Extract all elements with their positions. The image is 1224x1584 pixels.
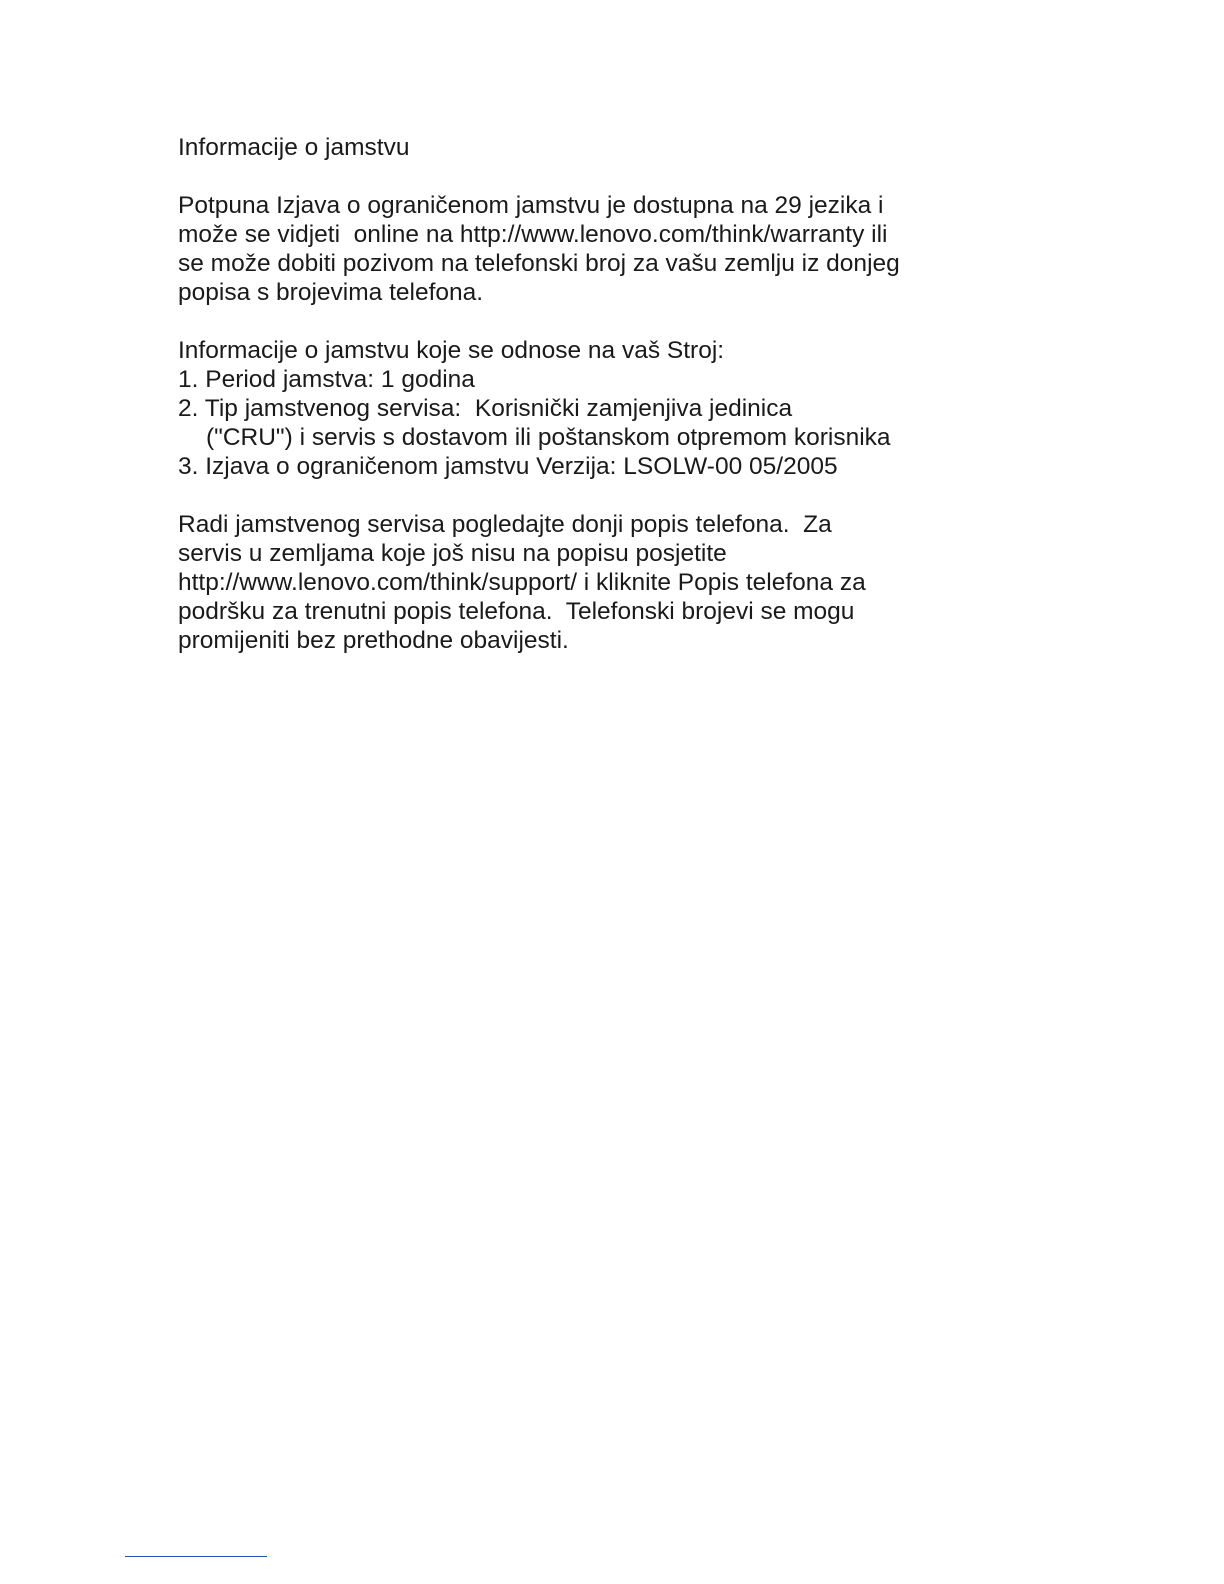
list-item-continuation: ("CRU") i servis s dostavom ili poštanskom otpremom korisnika bbox=[206, 424, 891, 451]
support-line: Radi jamstvenog servisa pogledajte donji popis telefona. Za bbox=[178, 511, 832, 538]
intro-line: popisa s brojevima telefona. bbox=[178, 279, 484, 306]
support-line: http://www.lenovo.com/think/support/ i kliknite Popis telefona za bbox=[178, 569, 866, 596]
paragraph-spacer bbox=[178, 307, 978, 336]
list-item: 2. Tip jamstvenog servisa: Korisnički zamjenjiva jedinica bbox=[178, 395, 793, 422]
support-line: promijeniti bez prethodne obavijesti. bbox=[178, 627, 569, 654]
support-line: podršku za trenutni popis telefona. Telefonski brojevi se mogu bbox=[178, 598, 855, 625]
paragraph-spacer bbox=[178, 162, 978, 191]
list-item: 1. Period jamstva: 1 godina bbox=[178, 366, 475, 393]
warranty-info-list bbox=[178, 336, 978, 481]
document-body bbox=[178, 133, 978, 655]
list-intro: Informacije o jamstvu koje se odnose na vaš Stroj: bbox=[178, 337, 725, 364]
paragraph-spacer bbox=[178, 481, 978, 510]
intro-line: se može dobiti pozivom na telefonski broj za vašu zemlju iz donjeg bbox=[178, 250, 900, 277]
support-paragraph bbox=[178, 510, 978, 655]
support-line: servis u zemljama koje još nisu na popisu posjetite bbox=[178, 540, 727, 567]
list-item: 3. Izjava o ograničenom jamstvu Verzija: LSOLW-00 05/2005 bbox=[178, 453, 838, 480]
intro-line: Potpuna Izjava o ograničenom jamstvu je dostupna na 29 jezika i bbox=[178, 192, 884, 219]
page-title: Informacije o jamstvu bbox=[178, 134, 410, 161]
footer-divider bbox=[125, 1556, 267, 1557]
intro-line: može se vidjeti online na http://www.lenovo.com/think/warranty ili bbox=[178, 221, 888, 248]
intro-paragraph bbox=[178, 191, 978, 307]
